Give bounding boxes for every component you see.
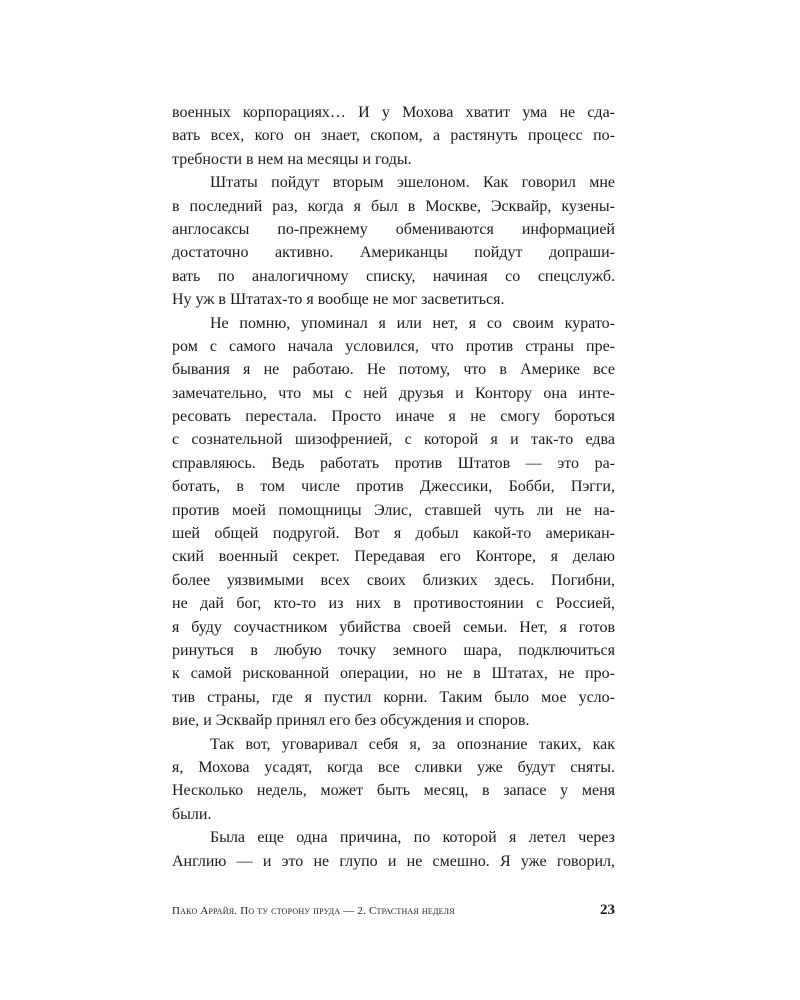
text-line: Штаты пойдут вторым эшелоном. Как говорил мне bbox=[210, 174, 615, 192]
text-line: Не помню, упоминал я или нет, я со своим курато- bbox=[210, 314, 615, 332]
text-line: Была еще одна причина, по которой я летел через bbox=[210, 829, 615, 847]
text-line: военных корпорациях… И у Мохова хватит ума не сда- bbox=[172, 104, 615, 121]
body-text bbox=[172, 101, 615, 873]
text-line: справляюсь. Ведь работать против Штатов — это ра- bbox=[172, 454, 615, 472]
text-line: были. bbox=[172, 805, 212, 823]
text-line: с сознательной шизофренией, с которой я и так-то едва bbox=[172, 431, 615, 449]
text-line: Несколько недель, может быть месяц, в запасе у меня bbox=[172, 782, 615, 800]
text-line: требности в нем на месяцы и годы. bbox=[172, 150, 412, 168]
text-line: ботать, в том числе против Джессики, Бобби, Пэгги, bbox=[172, 478, 615, 496]
text-line: вие, и Эсквайр принял его без обсуждения и споров. bbox=[172, 712, 530, 730]
text-line: не дай бог, кто-то из них в противостоянии с Россией, bbox=[172, 595, 615, 613]
text-line: ром с самого начала условился, что против страны пре- bbox=[172, 337, 615, 355]
text-line: я буду соучастником убийства своей семьи. Нет, я готов bbox=[172, 618, 615, 636]
text-line: я, Мохова усадят, когда все сливки уже будут сняты. bbox=[172, 758, 615, 776]
text-line: шей общей подругой. Вот я добыл какой-то американ- bbox=[172, 525, 615, 543]
text-line: тив страны, где я пустил корни. Таким было мое усло- bbox=[172, 688, 615, 706]
text-line: ский военный секрет. Передавая его Конторе, я делаю bbox=[172, 548, 615, 566]
running-title: Пако Аррайя. По ту сторону пруда — 2. Страстная неделя bbox=[172, 905, 455, 917]
text-line: к самой рискованной операции, но не в Штатах, не про- bbox=[172, 665, 615, 683]
text-line: вать по аналогичному списку, начиная со спецслужб. bbox=[172, 267, 615, 285]
text-line: более уязвимыми всех своих близких здесь. Погибни, bbox=[172, 571, 615, 589]
text-line: Англию — и это не глупо и не смешно. Я уже говорил, bbox=[172, 852, 615, 870]
page-number: 23 bbox=[600, 902, 615, 918]
text-line: Ну уж в Штатах-то я вообще не мог засветиться. bbox=[172, 291, 505, 309]
text-line: вать всех, кого он знает, скопом, а растянуть процесс по- bbox=[172, 127, 615, 145]
text-line: замечательно, что мы с ней друзья и Контору она инте- bbox=[172, 384, 615, 402]
text-line: ресовать перестала. Просто иначе я не смогу бороться bbox=[172, 408, 615, 426]
text-line: против моей помощницы Элис, ставшей чуть ли не на- bbox=[172, 501, 615, 519]
page-footer bbox=[172, 902, 615, 925]
text-line: англосаксы по-прежнему обмениваются информацией bbox=[172, 220, 615, 238]
text-line: бывания я не работаю. Не потому, что в Америке все bbox=[172, 361, 615, 379]
text-line: достаточно активно. Американцы пойдут допраши- bbox=[172, 244, 615, 262]
text-line: ринуться в любую точку земного шара, подключиться bbox=[172, 641, 615, 659]
text-line: в последний раз, когда я был в Москве, Эсквайр, кузены- bbox=[172, 197, 615, 215]
text-line: Так вот, уговаривал себя я, за опознание таких, как bbox=[210, 735, 615, 753]
